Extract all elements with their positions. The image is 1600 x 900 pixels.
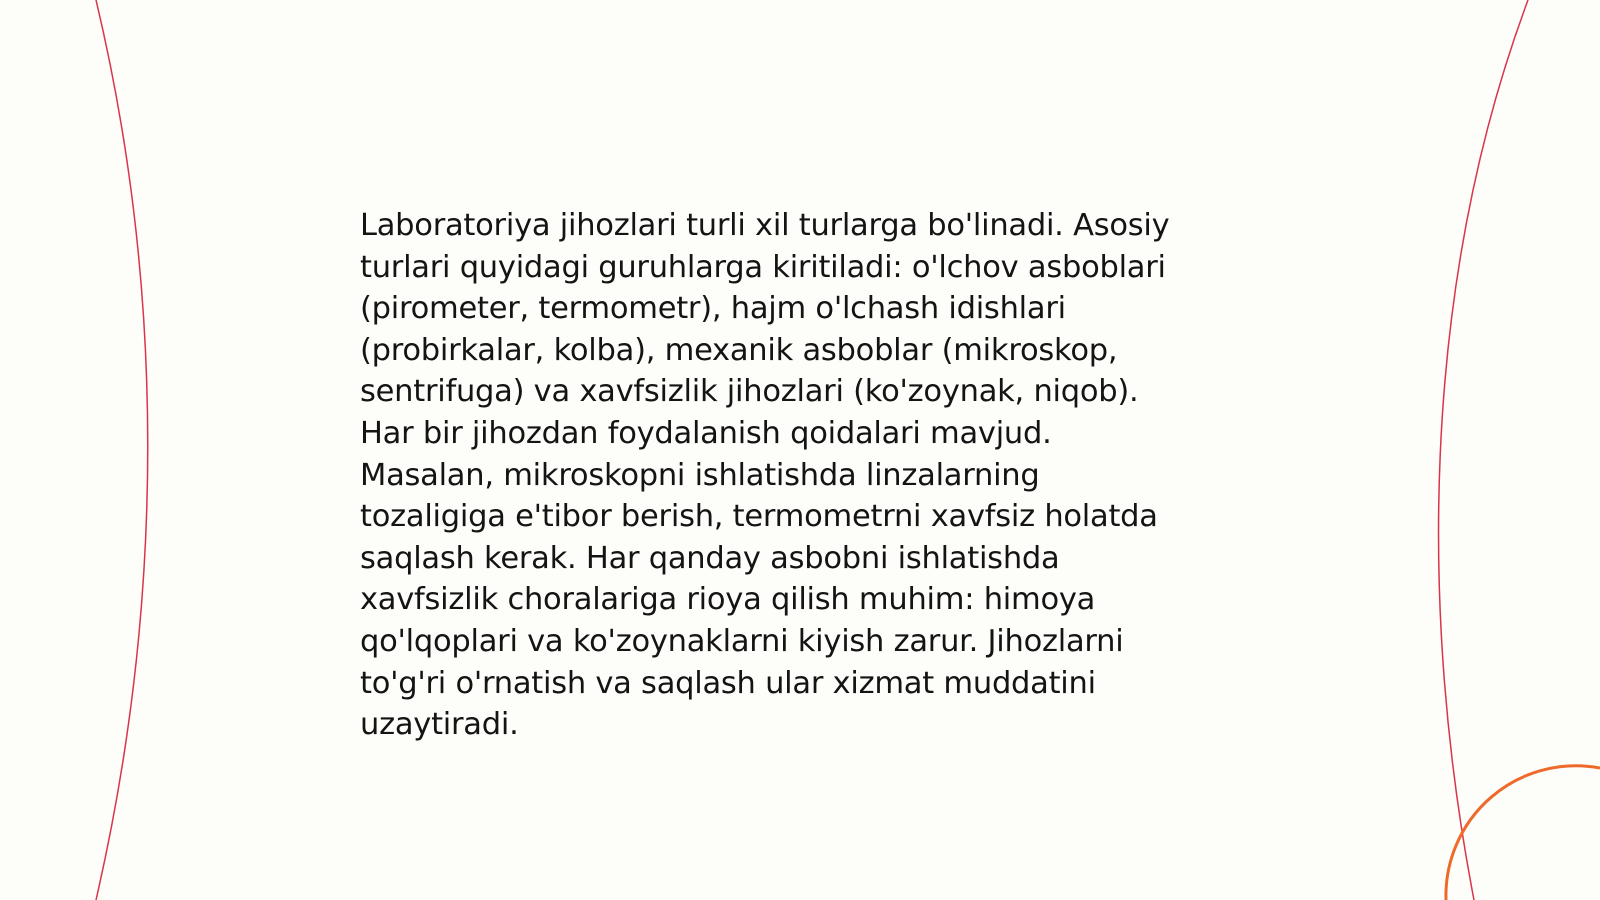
accent-circle-arc [1446,766,1600,900]
left-curve-line [96,0,148,900]
body-paragraph: Laboratoriya jihozlari turli xil turlarga bo'linadi. Asosiy turlari quyidagi guruhlarga kiritiladi: o'lchov asboblari (pirometer, termometr), hajm o'lchash idishlari (probirkalar, kolba), mexanik asboblar (mikroskop, sentrifuga) va xavfsizlik jihozlari (ko'zoynak, niqob). Har bir jihozdan foydalanish qoidalari mavjud. Masalan, mikroskopni ishlatishda linzalarning tozaligiga e'tibor berish, termometrni xavfsiz holatda saqlash kerak. Har qanday asbobni ishlatishda xavfsizlik choralariga rioya qilish muhim: himoya qo'lqoplari va ko'zoynaklarni kiyish zarur. Jihozlarni to'g'ri o'rnatish va saqlash ular xizmat muddatini uzaytiradi. [360,208,1170,743]
right-curve-line [1439,0,1528,900]
